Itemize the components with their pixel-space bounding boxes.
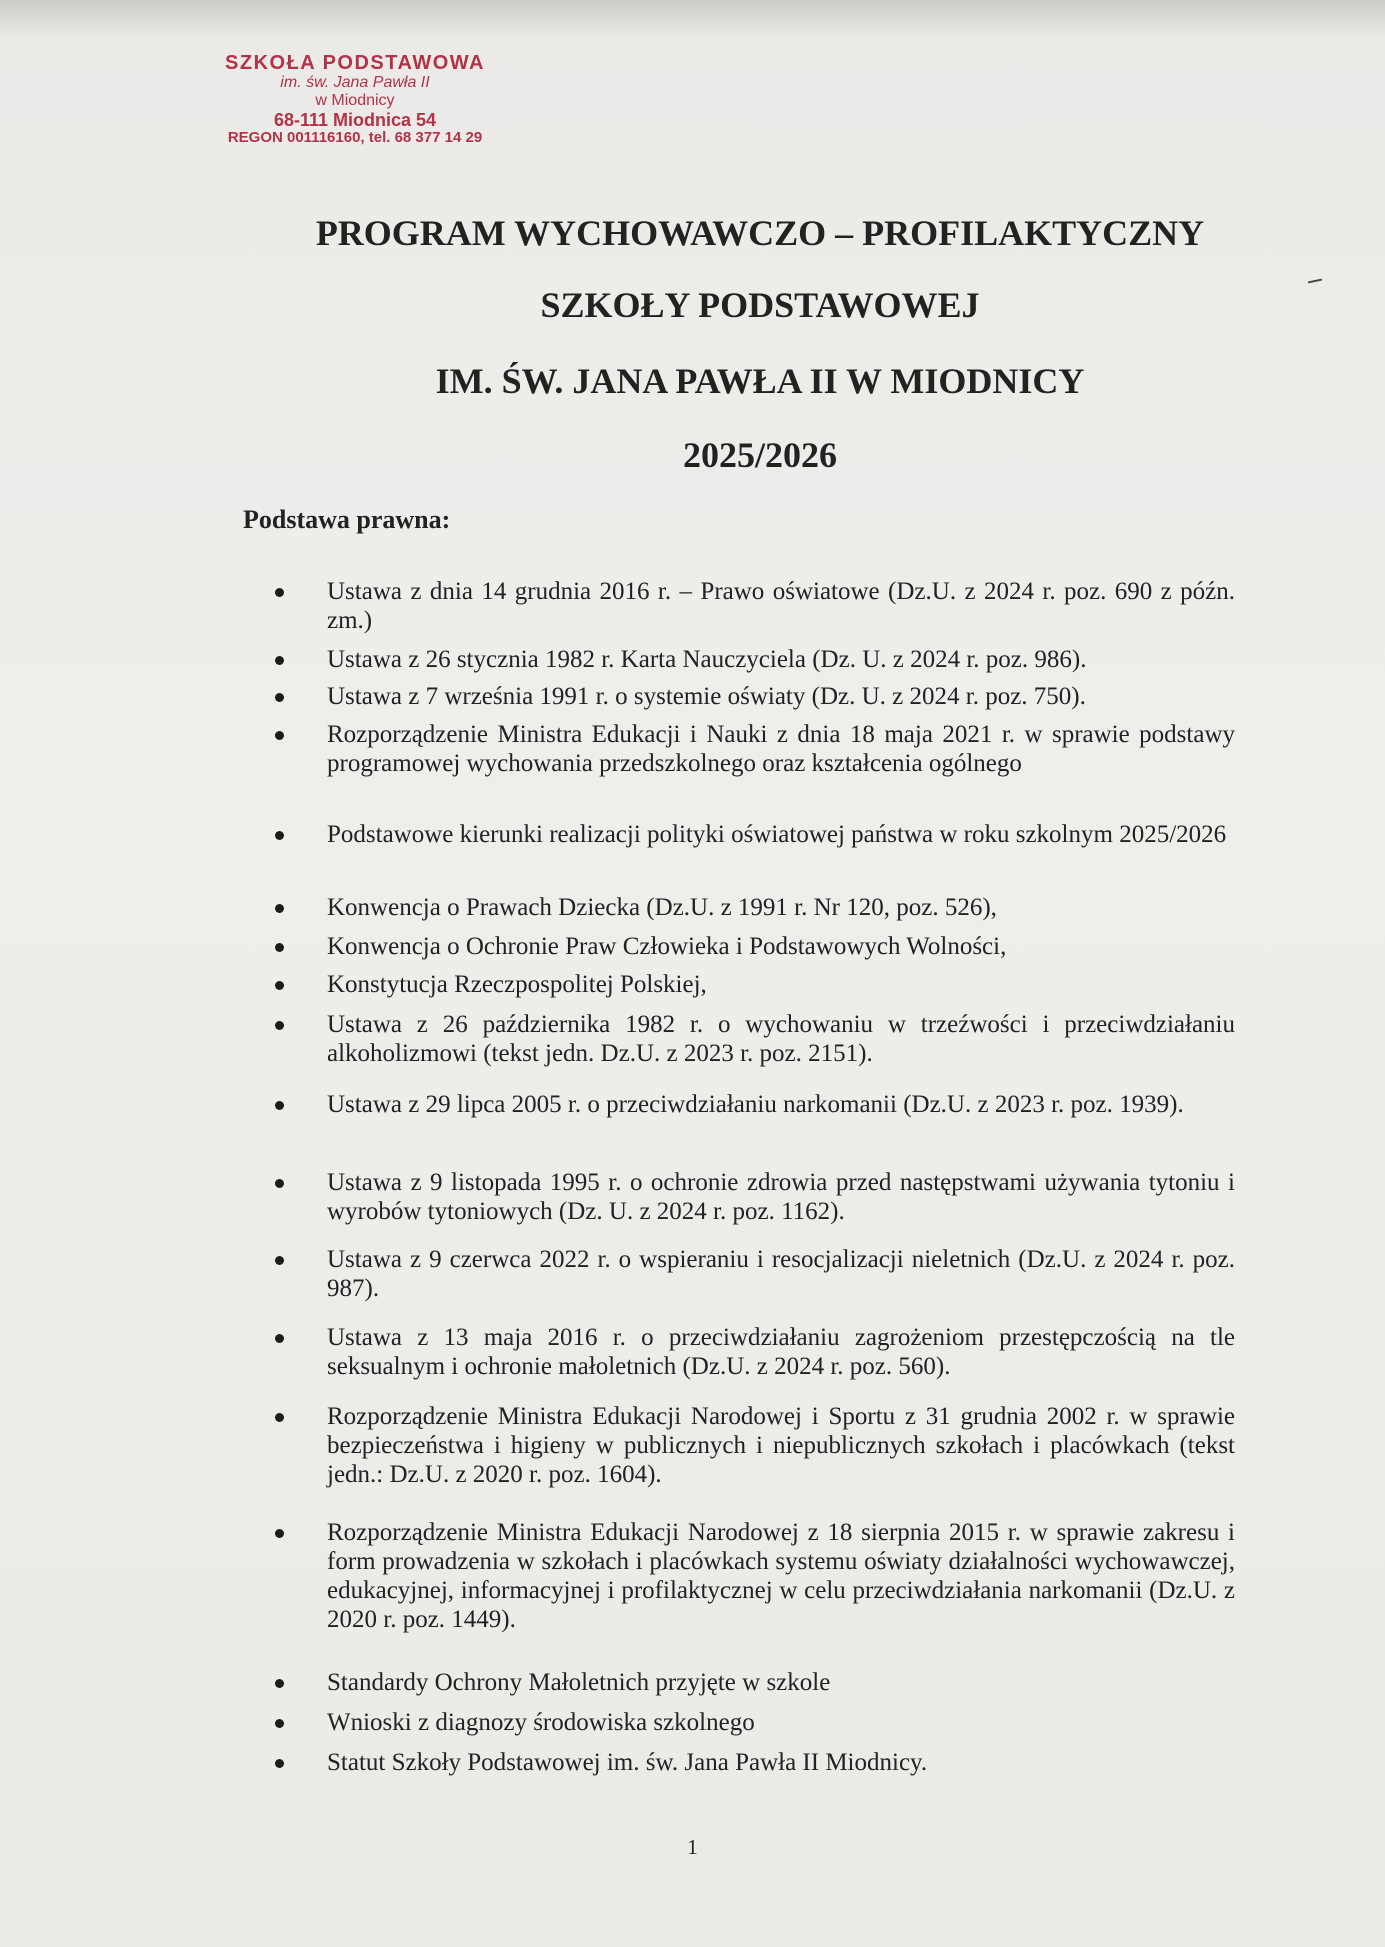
list-item: [275, 1168, 1235, 1226]
stamp-line-patron: im. św. Jana Pawła II: [280, 74, 430, 92]
school-stamp: [200, 52, 510, 147]
list-item: [275, 1090, 1235, 1119]
list-item-text: Ustawa z 7 września 1991 r. o systemie oświaty (Dz. U. z 2024 r. poz. 750).: [327, 683, 1086, 710]
stamp-line-address: 68-111 Miodnica 54: [273, 110, 437, 131]
list-item: [275, 820, 1235, 849]
document-title-line-3: IM. ŚW. JANA PAWŁA II W MIODNICY: [435, 361, 1085, 401]
bullet-icon: [275, 693, 284, 702]
document-title-line-1: PROGRAM WYCHOWAWCZO – PROFILAKTYCZNY: [315, 213, 1205, 253]
list-item-text: Wnioski z diagnozy środowiska szkolnego: [327, 1709, 755, 1736]
list-item: [275, 1748, 1235, 1777]
bullet-icon: [275, 1334, 284, 1343]
document-title-line-2: SZKOŁY PODSTAWOWEJ: [540, 285, 980, 325]
list-item-text: Podstawowe kierunki realizacji polityki oświatowej państwa w roku szkolnym 2025/2026: [327, 821, 1227, 848]
paper-fold-shadow: [0, 0, 1385, 40]
stamp-line-school: SZKOŁA PODSTAWOWA: [225, 52, 485, 74]
list-item: [275, 1402, 1235, 1489]
list-item: [275, 1518, 1235, 1634]
bullet-icon: [275, 943, 284, 952]
list-item-text: Standardy Ochrony Małoletnich przyjęte w szkole: [327, 1669, 831, 1696]
list-item: [275, 1668, 1235, 1697]
bullet-icon: [275, 1256, 284, 1265]
list-item: [275, 970, 1235, 999]
list-item-text: Rozporządzenie Ministra Edukacji Narodowej i Sportu z 31 grudnia 2002 r. w sprawie bezpieczeństwa i higieny w publicznych i niepublicznych szkołach i placówkach (tekst jedn.: Dz.U. z 2020 r. poz. 1604).: [327, 1403, 1235, 1488]
bullet-icon: [275, 1021, 284, 1030]
list-item-text: Ustawa z 13 maja 2016 r. o przeciwdziałaniu zagrożeniom przestępczością na tle seksualnym i ochronie małoletnich (Dz.U. z 2024 r. poz. 560).: [327, 1324, 1235, 1380]
page-number: 1: [687, 1835, 698, 1859]
list-item-text: Ustawa z 9 czerwca 2022 r. o wspieraniu i resocjalizacji nieletnich (Dz.U. z 2024 r. poz. 987).: [327, 1246, 1235, 1302]
stamp-line-place: w Miodnicy: [315, 92, 395, 110]
section-heading: Podstawa prawna:: [243, 505, 451, 534]
bullet-icon: [275, 1101, 284, 1110]
list-item: [275, 1708, 1235, 1737]
bullet-icon: [275, 1719, 284, 1728]
bullet-icon: [275, 731, 284, 740]
stamp-line-regon: REGON 001116160, tel. 68 377 14 29: [227, 129, 483, 147]
list-item: [275, 577, 1235, 635]
bullet-icon: [275, 1529, 284, 1538]
list-item: [275, 1010, 1235, 1068]
list-item-text: Ustawa z 26 października 1982 r. o wychowaniu w trzeźwości i przeciwdziałaniu alkoholizmowi (tekst jedn. Dz.U. z 2023 r. poz. 2151).: [327, 1011, 1235, 1067]
list-item: [275, 1245, 1235, 1303]
bullet-icon: [275, 1413, 284, 1422]
bullet-icon: [275, 656, 284, 665]
bullet-icon: [275, 1679, 284, 1688]
list-item-text: Ustawa z 26 stycznia 1982 r. Karta Nauczyciela (Dz. U. z 2024 r. poz. 986).: [327, 646, 1087, 673]
bullet-icon: [275, 1759, 284, 1768]
bullet-icon: [275, 1179, 284, 1188]
bullet-icon: [275, 588, 284, 597]
list-item-text: Ustawa z dnia 14 grudnia 2016 r. – Prawo oświatowe (Dz.U. z 2024 r. poz. 690 z późn. zm.): [327, 578, 1235, 634]
list-item-text: Rozporządzenie Ministra Edukacji Narodowej z 18 sierpnia 2015 r. w sprawie zakresu i form prowadzenia w szkołach i placówkach systemu oświaty działalności wychowawczej, edukacyjnej, informacyjnej i profilaktycznej w celu przeciwdziałania narkomanii (Dz.U. z 2020 r. poz. 1449).: [327, 1519, 1235, 1633]
list-item: [275, 645, 1235, 674]
bullet-icon: [275, 831, 284, 840]
list-item-text: Konstytucja Rzeczpospolitej Polskiej,: [327, 971, 707, 998]
list-item: [275, 932, 1235, 961]
list-item-text: Statut Szkoły Podstawowej im. św. Jana Pawła II Miodnicy.: [327, 1749, 928, 1776]
document-title-year: 2025/2026: [682, 435, 837, 475]
list-item: [275, 893, 1235, 922]
list-item-text: Ustawa z 29 lipca 2005 r. o przeciwdziałaniu narkomanii (Dz.U. z 2023 r. poz. 1939).: [327, 1091, 1184, 1118]
list-item-text: Ustawa z 9 listopada 1995 r. o ochronie zdrowia przed następstwami używania tytoniu i wyrobów tytoniowych (Dz. U. z 2024 r. poz. 1162).: [327, 1169, 1235, 1225]
bullet-icon: [275, 904, 284, 913]
list-item-text: Konwencja o Prawach Dziecka (Dz.U. z 1991 r. Nr 120, poz. 526),: [327, 894, 997, 921]
list-item: [275, 682, 1235, 711]
list-item-text: Rozporządzenie Ministra Edukacji i Nauki z dnia 18 maja 2021 r. w sprawie podstawy programowej wychowania przedszkolnego oraz kształcenia ogólnego: [327, 721, 1235, 777]
list-item: [275, 1323, 1235, 1381]
list-item-text: Konwencja o Ochronie Praw Człowieka i Podstawowych Wolności,: [327, 933, 1007, 960]
list-item: [275, 720, 1235, 778]
pen-mark: [1308, 279, 1322, 284]
bullet-icon: [275, 981, 284, 990]
